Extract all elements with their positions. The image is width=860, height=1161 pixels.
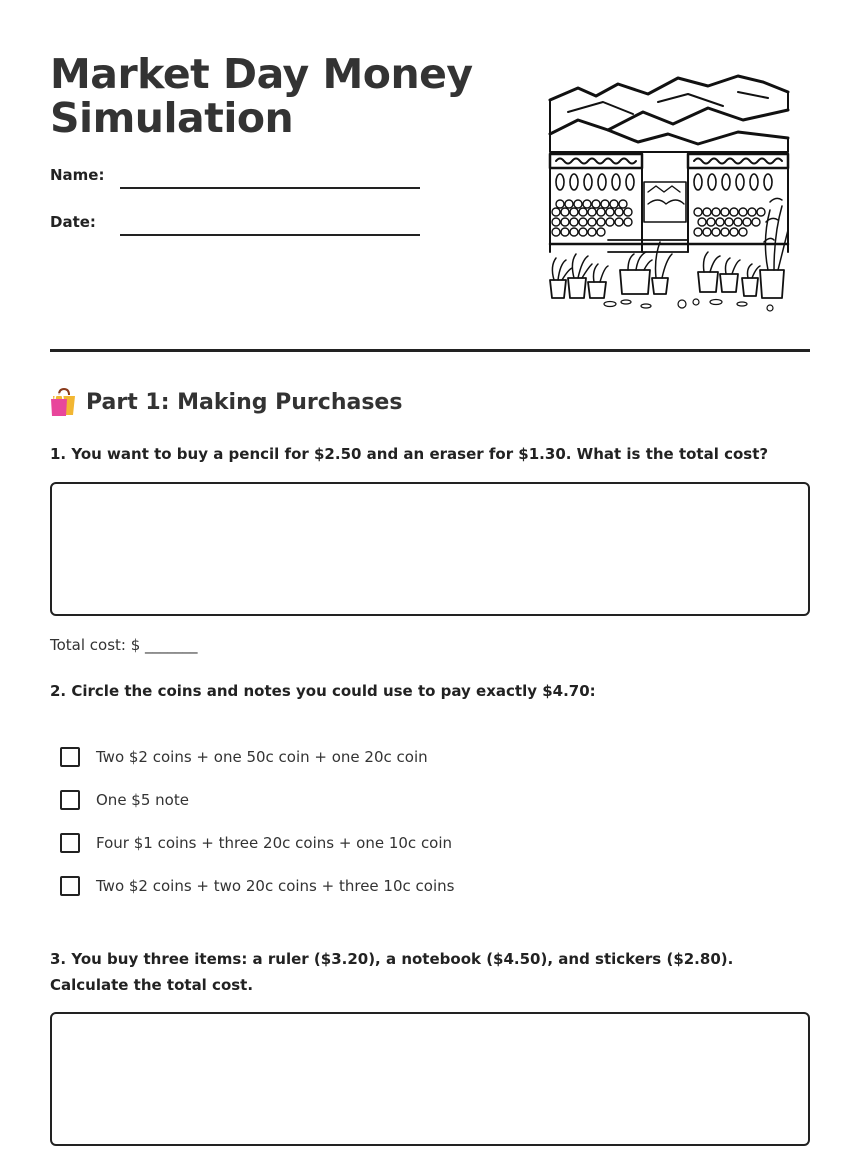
header-divider bbox=[50, 349, 810, 352]
name-field[interactable] bbox=[120, 187, 420, 189]
option-2[interactable] bbox=[60, 790, 189, 810]
section-title bbox=[50, 387, 402, 417]
shopping-bag-icon bbox=[50, 387, 78, 417]
section-title-text: Part 1: Making Purchases bbox=[86, 389, 403, 415]
checkbox-option-2[interactable] bbox=[60, 790, 80, 810]
option-2-label: One $5 note bbox=[96, 791, 189, 809]
date-label: Date: bbox=[50, 213, 96, 231]
question-1-answer-box[interactable] bbox=[50, 482, 810, 616]
question-3-answer-box[interactable] bbox=[50, 1012, 810, 1146]
checkbox-option-3[interactable] bbox=[60, 833, 80, 853]
question-2-text: 2. Circle the coins and notes you could use to pay exactly $4.70: bbox=[50, 682, 596, 700]
option-1-label: Two $2 coins + one 50c coin + one 20c coin bbox=[96, 748, 428, 766]
option-4-label: Two $2 coins + two 20c coins + three 10c coins bbox=[96, 877, 455, 895]
date-field[interactable] bbox=[120, 234, 420, 236]
checkbox-option-4[interactable] bbox=[60, 876, 80, 896]
market-stall-illustration bbox=[548, 72, 792, 316]
page-title: Market Day Money Simulation bbox=[50, 50, 473, 142]
question-1-total-line: Total cost: $ _______ bbox=[50, 636, 198, 654]
option-3-label: Four $1 coins + three 20c coins + one 10c coin bbox=[96, 834, 453, 852]
question-1-text: 1. You want to buy a pencil for $2.50 and an eraser for $1.30. What is the total cost? bbox=[50, 445, 769, 463]
name-label: Name: bbox=[50, 166, 105, 184]
option-3[interactable] bbox=[60, 833, 452, 853]
question-3-text: 3. You buy three items: a ruler ($3.20), a notebook ($4.50), and stickers ($2.80). Calculate the total cost. bbox=[50, 950, 734, 994]
option-1[interactable] bbox=[60, 747, 428, 767]
checkbox-option-1[interactable] bbox=[60, 747, 80, 767]
option-4[interactable] bbox=[60, 876, 454, 896]
